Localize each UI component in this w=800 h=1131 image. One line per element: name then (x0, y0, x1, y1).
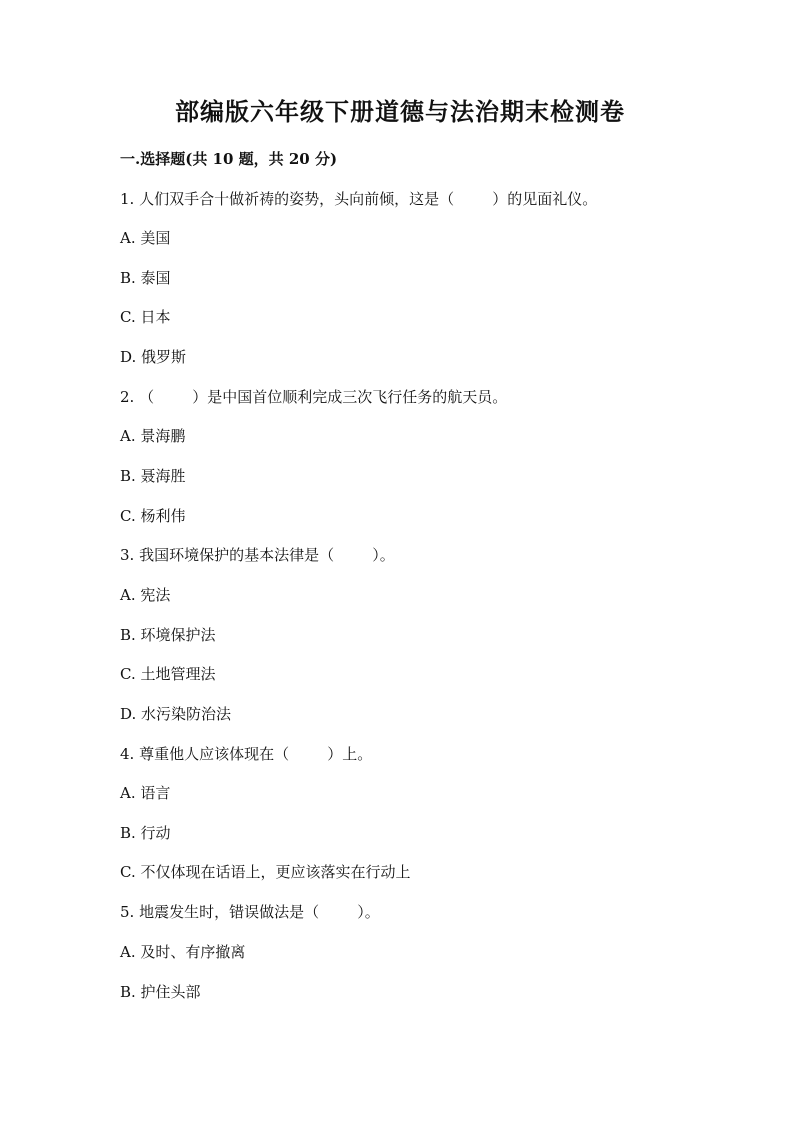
question-4-option-a: A. 语言 (120, 784, 171, 802)
question-1-option-b: B. 泰国 (120, 269, 171, 287)
question-2-stem: 2. （ ）是中国首位顺利完成三次飞行任务的航天员。 (120, 388, 508, 406)
question-2-option-b: B. 聂海胜 (120, 467, 186, 485)
section-heading: 一.选择题(共 10 题，共 20 分) (120, 150, 338, 168)
question-4-stem: 4. 尊重他人应该体现在（ ）上。 (120, 745, 373, 763)
question-4-option-b: B. 行动 (120, 824, 171, 842)
question-3-option-c: C. 土地管理法 (120, 665, 216, 683)
question-5-stem: 5. 地震发生时，错误做法是（ ）。 (120, 903, 380, 921)
question-1-option-d: D. 俄罗斯 (120, 348, 187, 366)
question-2-option-a: A. 景海鹏 (120, 427, 186, 445)
question-5-option-a: A. 及时、有序撤离 (120, 943, 246, 961)
question-1-option-c: C. 日本 (120, 308, 171, 326)
document-title: 部编版六年级下册道德与法治期末检测卷 (175, 97, 625, 126)
question-2-option-c: C. 杨利伟 (120, 507, 186, 525)
question-3-option-a: A. 宪法 (120, 586, 171, 604)
question-4-option-c: C. 不仅体现在话语上，更应该落实在行动上 (120, 863, 411, 881)
question-3-stem: 3. 我国环境保护的基本法律是（ ）。 (120, 546, 395, 564)
question-3-option-d: D. 水污染防治法 (120, 705, 232, 723)
question-1-stem: 1. 人们双手合十做祈祷的姿势，头向前倾，这是（ ）的见面礼仪。 (120, 190, 598, 208)
question-3-option-b: B. 环境保护法 (120, 626, 216, 644)
question-5-option-b: B. 护住头部 (120, 983, 201, 1001)
question-1-option-a: A. 美国 (120, 229, 171, 247)
